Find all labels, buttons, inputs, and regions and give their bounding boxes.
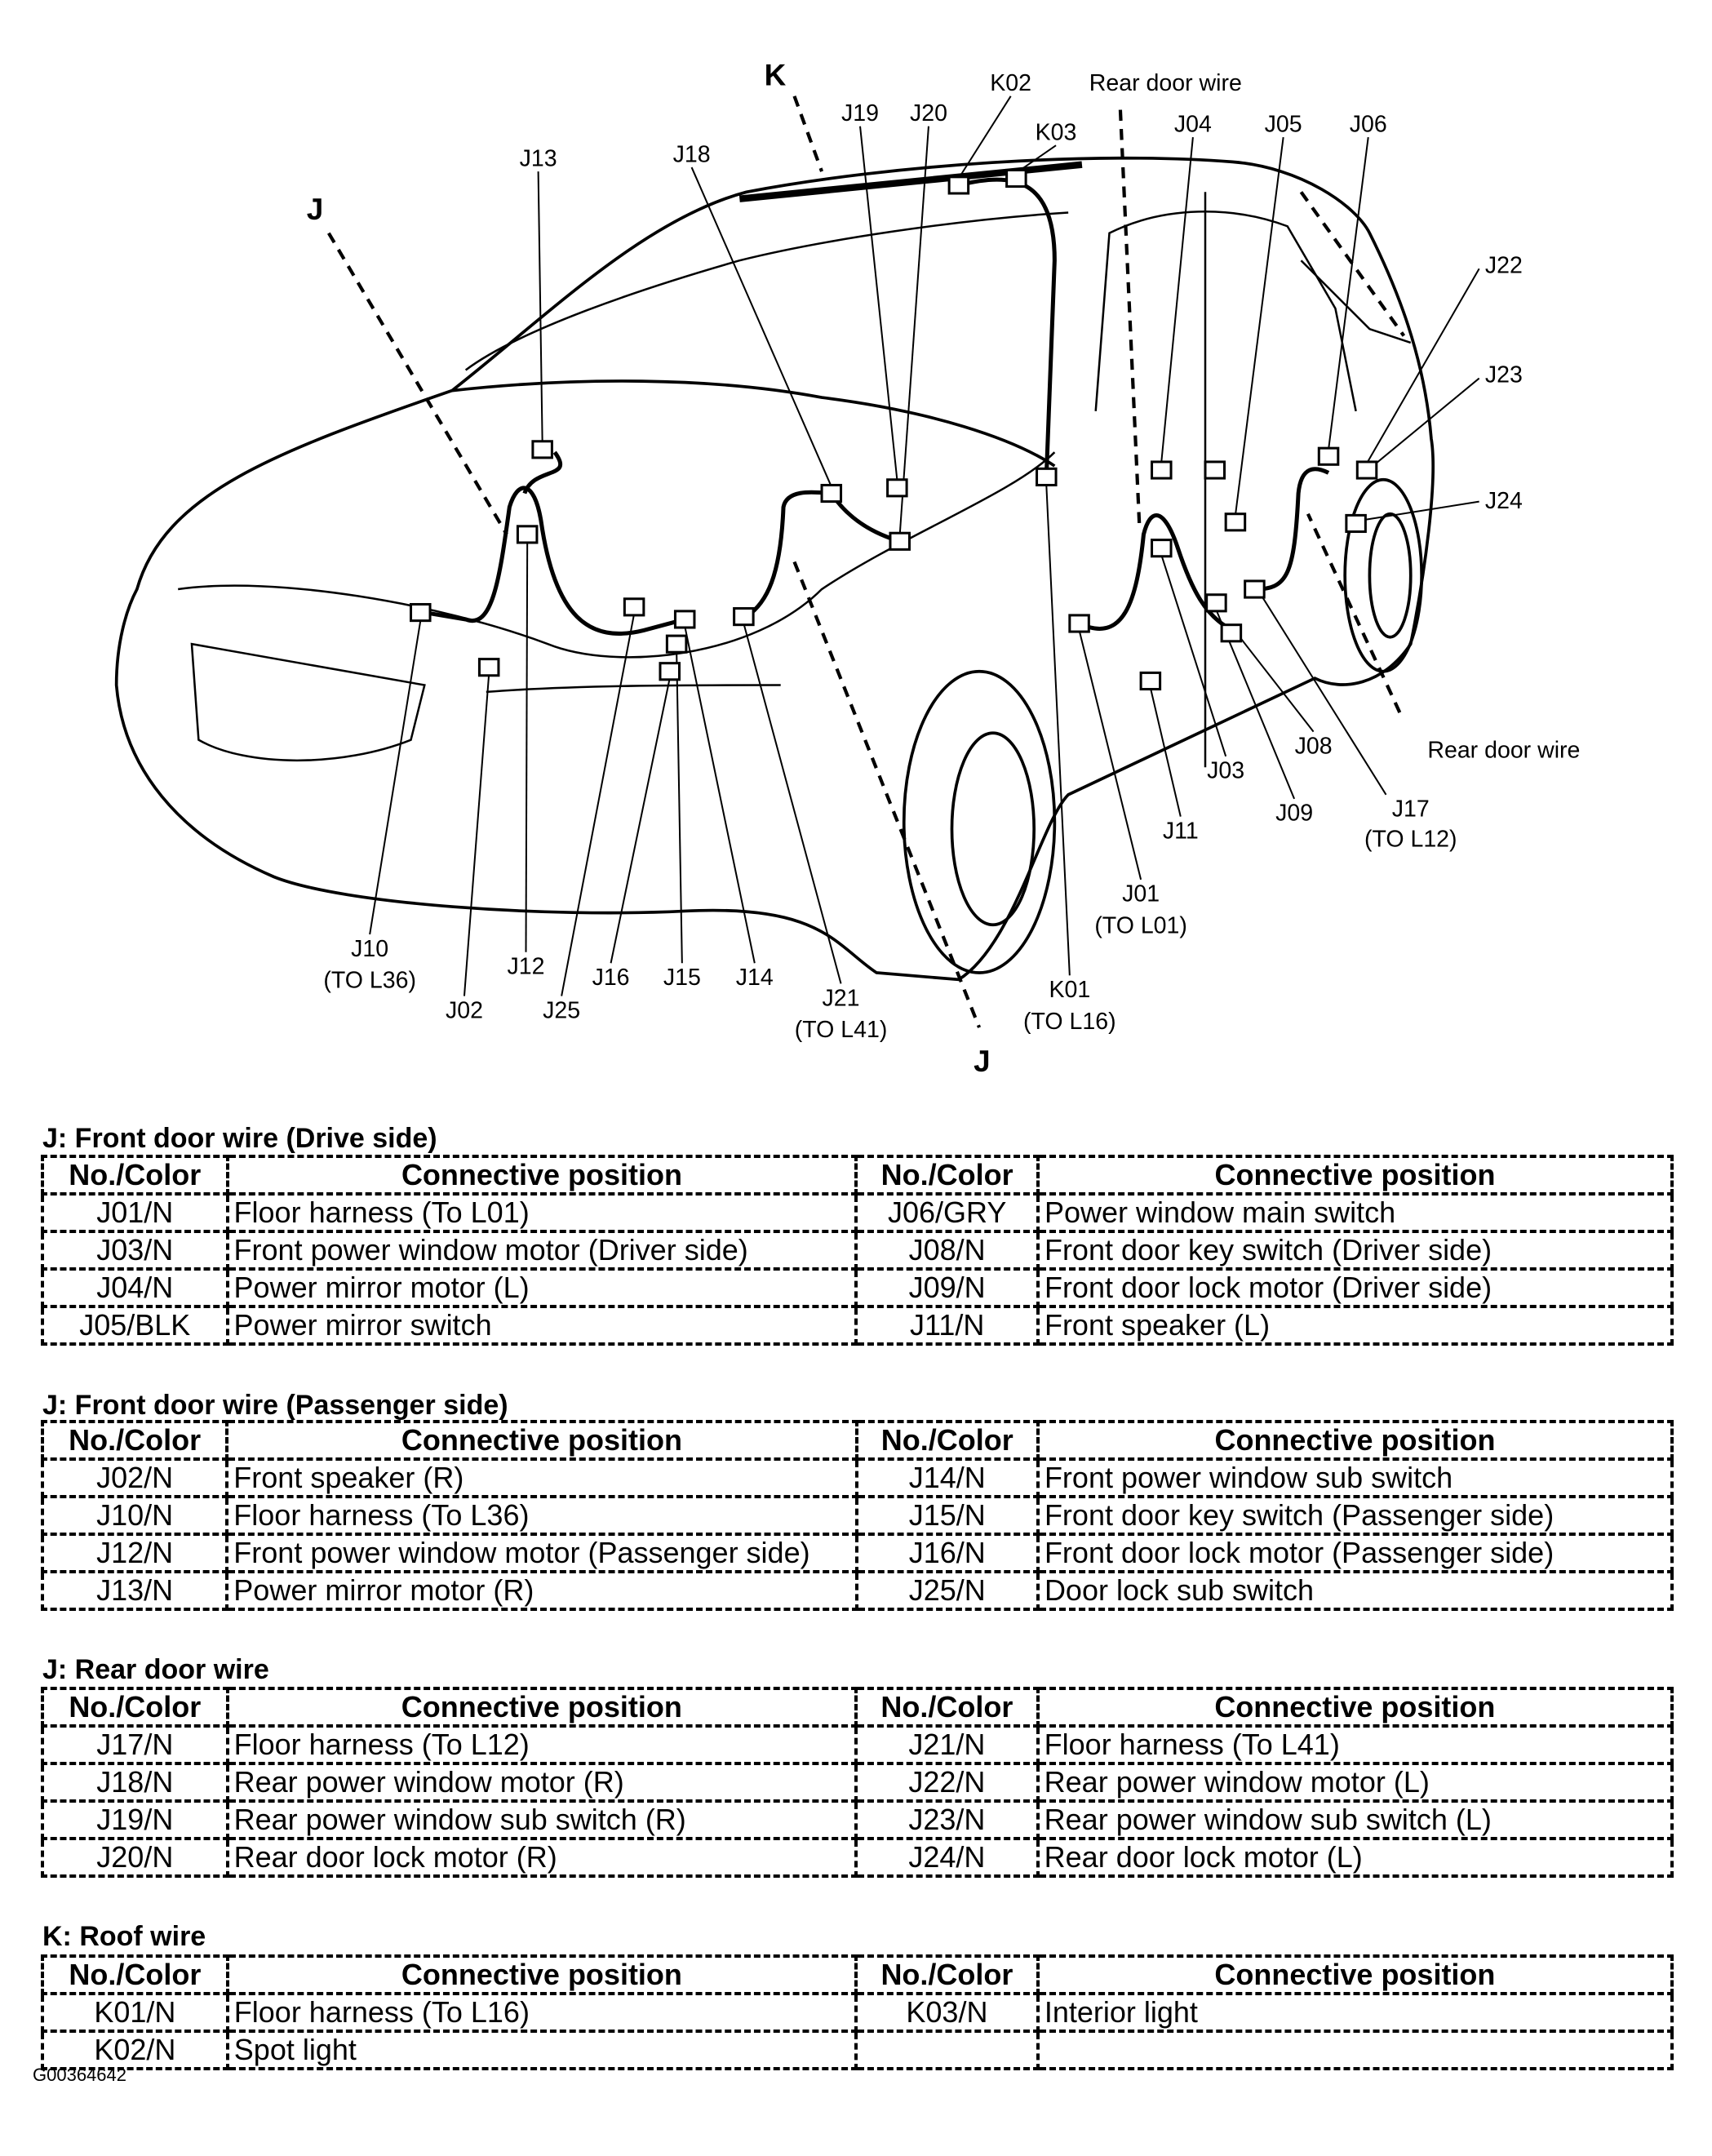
leader-line [611, 678, 670, 963]
column-header: No./Color [42, 1422, 227, 1459]
connector-no-color: J14/N [857, 1459, 1038, 1497]
connective-position: Rear power window sub switch (R) [228, 1801, 856, 1839]
connector-icon [734, 609, 753, 625]
figure-id: G00364642 [33, 2065, 126, 2085]
column-header: No./Color [857, 1422, 1038, 1459]
label-J09: J09 [1275, 800, 1314, 827]
connective-position: Floor harness (To L41) [1038, 1726, 1672, 1763]
table-row [42, 1763, 1672, 1801]
leader-line [1235, 137, 1284, 515]
label-J15: J15 [663, 965, 701, 991]
table-header-row [42, 1422, 1672, 1459]
connector-icon [1141, 672, 1160, 689]
connective-position: Front door key switch (Passenger side) [1038, 1497, 1672, 1534]
column-header: No./Color [856, 1688, 1038, 1726]
label-J23: J23 [1484, 362, 1523, 388]
label-J02: J02 [445, 997, 483, 1024]
table-header-row [42, 1688, 1672, 1726]
table-row [42, 1194, 1672, 1231]
column-header: Connective position [1038, 1422, 1672, 1459]
table-row [42, 1572, 1672, 1609]
label-J03: J03 [1207, 757, 1245, 784]
section-title: J: Front door wire (Drive side) [42, 1123, 437, 1154]
connector-no-color: J15/N [857, 1497, 1038, 1534]
connector-table [41, 1954, 1674, 2070]
connector-icon [1346, 515, 1365, 531]
connector-icon [1222, 625, 1240, 641]
label-rear-door-wire-top: Rear door wire [1089, 70, 1242, 97]
connector-icon [660, 663, 679, 680]
section-title: J: Rear door wire [42, 1654, 269, 1685]
connector-no-color: J10/N [42, 1497, 227, 1534]
column-header: No./Color [42, 1688, 228, 1726]
connective-position: Front door key switch (Driver side) [1038, 1231, 1672, 1269]
connector-icon [888, 480, 907, 496]
label-J13: J13 [519, 145, 557, 172]
connector-icon [479, 659, 498, 676]
table-row [42, 1839, 1672, 1876]
connector-no-color: J16/N [857, 1534, 1038, 1572]
label-K: K [764, 58, 787, 92]
connector-no-color: J09/N [856, 1269, 1038, 1306]
column-header: No./Color [856, 1156, 1038, 1194]
connectors [411, 170, 1377, 689]
label-J14: J14 [735, 965, 774, 991]
connective-position: Rear power window motor (L) [1038, 1763, 1672, 1801]
connector-no-color: J19/N [42, 1801, 228, 1839]
connector-no-color: K03/N [856, 1994, 1038, 2031]
label-J-top: J [306, 192, 324, 226]
label-J17: J17 [1391, 796, 1430, 823]
leader-line [692, 167, 832, 486]
leader-line [464, 674, 489, 996]
connector-no-color: J05/BLK [42, 1306, 228, 1344]
diagram-labels [307, 58, 1581, 1077]
table-row [42, 1801, 1672, 1839]
column-header: Connective position [228, 1156, 857, 1194]
label-K01-sub: (TO L16) [1023, 1008, 1116, 1035]
connective-position: Door lock sub switch [1038, 1572, 1672, 1609]
connective-position: Front door lock motor (Passenger side) [1038, 1534, 1672, 1572]
connective-position: Front power window sub switch [1038, 1459, 1672, 1497]
connective-position: Power mirror switch [228, 1306, 857, 1344]
connective-position: Rear door lock motor (R) [228, 1839, 856, 1876]
connective-position: Rear power window motor (R) [228, 1763, 856, 1801]
leader-line [676, 651, 682, 964]
connective-position: Interior light [1038, 1994, 1672, 2031]
leader-line [685, 626, 755, 963]
label-J17-sub: (TO L12) [1364, 826, 1457, 853]
label-J21-sub: (TO L41) [794, 1016, 888, 1043]
connective-position: Floor harness (To L36) [227, 1497, 856, 1534]
label-J18: J18 [672, 141, 711, 168]
column-header: Connective position [228, 1956, 856, 1994]
label-rear-door-wire-right: Rear door wire [1427, 737, 1581, 764]
leader-line [1080, 630, 1142, 879]
connector-no-color: J23/N [856, 1801, 1038, 1839]
connector-icon [949, 177, 968, 193]
label-J10: J10 [351, 935, 389, 962]
connector-icon [1152, 462, 1171, 478]
table-row [42, 1534, 1672, 1572]
leader-line [1161, 137, 1193, 462]
section-title: J: Front door wire (Passenger side) [42, 1390, 508, 1421]
column-header: No./Color [42, 1156, 228, 1194]
leader-line [1231, 626, 1314, 731]
connector-icon [1226, 514, 1244, 530]
column-header: Connective position [227, 1422, 856, 1459]
connector-icon [1319, 448, 1337, 464]
connective-position: Rear door lock motor (L) [1038, 1839, 1672, 1876]
connector-table [41, 1687, 1674, 1878]
label-J21: J21 [822, 985, 860, 1012]
connective-position [1038, 2031, 1672, 2069]
label-J25: J25 [543, 997, 581, 1024]
label-J04: J04 [1173, 111, 1212, 138]
table-row [42, 1994, 1672, 2031]
label-J-bottom: J [974, 1044, 991, 1078]
label-J11: J11 [1162, 818, 1199, 845]
connector-icon [890, 533, 909, 549]
connector-no-color: J12/N [42, 1534, 227, 1572]
section-title: K: Roof wire [42, 1921, 206, 1952]
label-J12: J12 [507, 953, 545, 980]
label-K03: K03 [1035, 119, 1077, 146]
connective-position: Spot light [228, 2031, 856, 2069]
label-J24: J24 [1484, 488, 1523, 515]
label-K02: K02 [990, 70, 1032, 97]
connective-position: Floor harness (To L16) [228, 1994, 856, 2031]
label-J08: J08 [1294, 733, 1333, 760]
connector-icon [1070, 615, 1089, 632]
column-header: No./Color [856, 1956, 1038, 1994]
column-header: Connective position [228, 1688, 856, 1726]
label-K01: K01 [1049, 977, 1091, 1004]
leader-line [1367, 268, 1479, 463]
table-header-row [42, 1156, 1672, 1194]
label-J05: J05 [1264, 111, 1302, 138]
leader-lines [370, 96, 1479, 996]
table-row [42, 1231, 1672, 1269]
connector-table [41, 1155, 1674, 1346]
connector-icon [1007, 170, 1026, 186]
table-row [42, 1497, 1672, 1534]
leader-line [900, 126, 929, 535]
connector-no-color: K01/N [42, 1994, 228, 2031]
leader-line [526, 543, 528, 952]
connective-position: Floor harness (To L01) [228, 1194, 857, 1231]
connective-position: Front power window motor (Driver side) [228, 1231, 857, 1269]
connector-table [41, 1420, 1674, 1611]
connective-position: Front speaker (R) [227, 1459, 856, 1497]
label-J20: J20 [909, 100, 947, 127]
connector-icon [667, 636, 685, 652]
label-J10-sub: (TO L36) [323, 967, 416, 994]
connector-no-color: J01/N [42, 1194, 228, 1231]
label-J19: J19 [841, 100, 880, 127]
connector-no-color: K02/N [42, 2031, 228, 2069]
connector-no-color: J18/N [42, 1763, 228, 1801]
table-row [42, 1459, 1672, 1497]
connector-no-color: J11/N [856, 1306, 1038, 1344]
leader-line [370, 621, 420, 934]
connector-icon [1152, 540, 1171, 557]
connector-icon [533, 441, 552, 458]
connector-no-color: J21/N [856, 1726, 1038, 1763]
connective-position: Front speaker (L) [1038, 1306, 1672, 1344]
connector-icon [1207, 595, 1226, 611]
connector-no-color: J13/N [42, 1572, 227, 1609]
table-row [42, 1269, 1672, 1306]
label-J16: J16 [592, 965, 630, 991]
leader-line [1046, 485, 1070, 975]
connector-icon [411, 604, 430, 620]
connective-position: Floor harness (To L12) [228, 1726, 856, 1763]
connective-position: Power window main switch [1038, 1194, 1672, 1231]
leader-line [561, 614, 634, 996]
connector-icon [675, 611, 694, 628]
table-header-row [42, 1956, 1672, 1994]
connector-icon [624, 599, 643, 615]
column-header: Connective position [1038, 1156, 1672, 1194]
connector-no-color: J02/N [42, 1459, 227, 1497]
connective-position: Rear power window sub switch (L) [1038, 1801, 1672, 1839]
leader-line [743, 623, 840, 983]
connector-icon [1245, 581, 1264, 597]
connector-no-color [856, 2031, 1038, 2069]
connector-no-color: J08/N [856, 1231, 1038, 1269]
column-header: Connective position [1038, 1688, 1672, 1726]
leader-line [959, 96, 1011, 179]
connector-no-color: J04/N [42, 1269, 228, 1306]
column-header: Connective position [1038, 1956, 1672, 1994]
label-J01: J01 [1122, 881, 1160, 907]
connector-icon [1037, 468, 1056, 485]
leader-line [539, 171, 543, 441]
connector-icon [1357, 462, 1376, 478]
connector-no-color: J03/N [42, 1231, 228, 1269]
connector-icon [822, 485, 840, 501]
label-J06: J06 [1349, 111, 1387, 138]
connective-position: Front door lock motor (Driver side) [1038, 1269, 1672, 1306]
leader-line [1359, 502, 1479, 521]
table-row [42, 1726, 1672, 1763]
connector-no-color: J20/N [42, 1839, 228, 1876]
connective-position: Front power window motor (Passenger side) [227, 1534, 856, 1572]
connector-icon [517, 526, 536, 543]
connective-position: Power mirror motor (L) [228, 1269, 857, 1306]
connective-position: Power mirror motor (R) [227, 1572, 856, 1609]
connector-no-color: J17/N [42, 1726, 228, 1763]
column-header: No./Color [42, 1956, 228, 1994]
connector-no-color: J22/N [856, 1763, 1038, 1801]
leader-line [860, 126, 897, 480]
label-J01-sub: (TO L01) [1094, 912, 1187, 939]
connector-no-color: J25/N [857, 1572, 1038, 1609]
connector-no-color: J06/GRY [856, 1194, 1038, 1231]
connector-icon [1205, 462, 1224, 478]
table-row [42, 2031, 1672, 2069]
table-row [42, 1306, 1672, 1344]
connector-no-color: J24/N [856, 1839, 1038, 1876]
label-J22: J22 [1484, 252, 1523, 279]
